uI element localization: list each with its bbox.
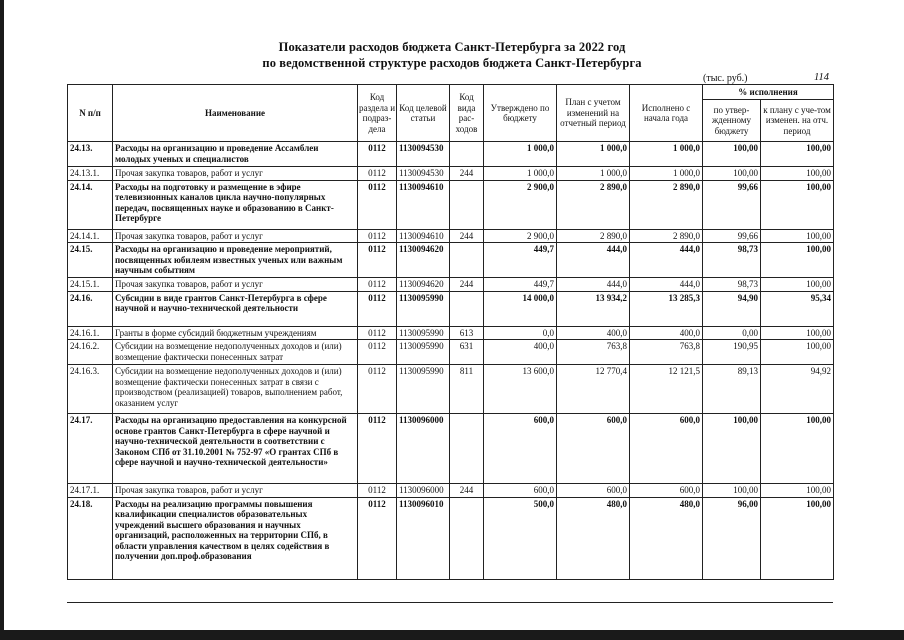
- row-number: 24.16.1.: [68, 326, 113, 340]
- table-body: [68, 142, 834, 580]
- row-section-code: 0112: [358, 142, 397, 167]
- row-pct-plan: 100,00: [761, 180, 834, 229]
- table-row: [68, 278, 834, 292]
- row-pct-plan: 100,00: [761, 142, 834, 167]
- row-pct-approved: 98,73: [703, 243, 761, 278]
- row-number: 24.16.2.: [68, 340, 113, 365]
- row-target-code: 1130095990: [397, 291, 450, 326]
- row-number: 24.14.: [68, 180, 113, 229]
- table-bottom-border: [67, 602, 833, 603]
- row-name: Расходы на организацию и проведение мероприятий, посвященных юбилеям известных ученых или важным научным событиям: [113, 243, 358, 278]
- row-section-code: 0112: [358, 243, 397, 278]
- row-target-code: 1130094530: [397, 142, 450, 167]
- row-name: Расходы на организацию и проведение Ассамблеи молодых ученых и специалистов: [113, 142, 358, 167]
- row-target-code: 1130094610: [397, 229, 450, 243]
- row-pct-plan: 94,92: [761, 365, 834, 414]
- row-section-code: 0112: [358, 180, 397, 229]
- row-executed: 1 000,0: [630, 167, 703, 181]
- table-row: [68, 229, 834, 243]
- row-pct-plan: 100,00: [761, 326, 834, 340]
- table-row: [68, 484, 834, 498]
- row-pct-plan: 100,00: [761, 229, 834, 243]
- row-executed: 400,0: [630, 326, 703, 340]
- row-approved: 13 600,0: [484, 365, 557, 414]
- row-plan: 13 934,2: [557, 291, 630, 326]
- row-pct-plan: 100,00: [761, 278, 834, 292]
- row-target-code: 1130094610: [397, 180, 450, 229]
- row-plan: 444,0: [557, 278, 630, 292]
- row-pct-approved: 99,66: [703, 180, 761, 229]
- row-name: Субсидии на возмещение недополученных доходов и (или) возмещение фактически понесенных затрат: [113, 340, 358, 365]
- table-row: [68, 365, 834, 414]
- row-number: 24.16.3.: [68, 365, 113, 414]
- row-plan: 600,0: [557, 484, 630, 498]
- row-executed: 2 890,0: [630, 229, 703, 243]
- row-name: Гранты в форме субсидий бюджетным учреждениям: [113, 326, 358, 340]
- row-expense-code: 613: [450, 326, 484, 340]
- row-name: Прочая закупка товаров, работ и услуг: [113, 167, 358, 181]
- row-pct-approved: 100,00: [703, 142, 761, 167]
- row-pct-approved: 96,00: [703, 497, 761, 579]
- row-pct-approved: 0,00: [703, 326, 761, 340]
- row-approved: 2 900,0: [484, 229, 557, 243]
- row-number: 24.17.1.: [68, 484, 113, 498]
- row-section-code: 0112: [358, 484, 397, 498]
- row-plan: 1 000,0: [557, 167, 630, 181]
- row-plan: 12 770,4: [557, 365, 630, 414]
- row-number: 24.16.: [68, 291, 113, 326]
- document-title: Показатели расходов бюджета Санкт-Петербурга за 2022 год: [278, 40, 626, 54]
- row-expense-code: 244: [450, 229, 484, 243]
- row-target-code: 1130094620: [397, 243, 450, 278]
- row-approved: 2 900,0: [484, 180, 557, 229]
- row-expense-code: 244: [450, 167, 484, 181]
- row-name: Расходы на организацию предоставления на конкурсной основе грантов Санкт-Петербурга в сфере научной и научно-технической деятельности в соответствии с Законом СПб от 31.10.2001 № 752-97 «О грантах СПб в сфере научной и научно-технической деятельности»: [113, 414, 358, 484]
- row-target-code: 1130096000: [397, 414, 450, 484]
- scan-edge-bottom: [0, 630, 904, 640]
- row-expense-code: [450, 414, 484, 484]
- table-row: [68, 167, 834, 181]
- header-percent-group: % исполнения: [703, 85, 834, 100]
- row-executed: 2 890,0: [630, 180, 703, 229]
- row-target-code: 1130094620: [397, 278, 450, 292]
- row-executed: 12 121,5: [630, 365, 703, 414]
- row-number: 24.13.: [68, 142, 113, 167]
- row-pct-plan: 95,34: [761, 291, 834, 326]
- header-pct-plan: к плану с уче-том изменен. на отч. период: [761, 100, 834, 142]
- row-section-code: 0112: [358, 291, 397, 326]
- row-target-code: 1130095990: [397, 326, 450, 340]
- header-num: N п/п: [68, 85, 113, 142]
- row-section-code: 0112: [358, 497, 397, 579]
- row-section-code: 0112: [358, 414, 397, 484]
- header-plan: План с учетом изменений на отчетный период: [557, 85, 630, 142]
- header-expense-code: Код вида рас-ходов: [450, 85, 484, 142]
- table-row: [68, 180, 834, 229]
- row-section-code: 0112: [358, 229, 397, 243]
- row-pct-approved: 98,73: [703, 278, 761, 292]
- row-pct-plan: 100,00: [761, 414, 834, 484]
- row-expense-code: 244: [450, 278, 484, 292]
- row-executed: 13 285,3: [630, 291, 703, 326]
- row-expense-code: [450, 497, 484, 579]
- row-expense-code: [450, 180, 484, 229]
- row-approved: 400,0: [484, 340, 557, 365]
- row-pct-approved: 99,66: [703, 229, 761, 243]
- row-section-code: 0112: [358, 340, 397, 365]
- header-target-code: Код целевой статьи: [397, 85, 450, 142]
- row-approved: 500,0: [484, 497, 557, 579]
- row-approved: 14 000,0: [484, 291, 557, 326]
- row-plan: 1 000,0: [557, 142, 630, 167]
- row-target-code: 1130096010: [397, 497, 450, 579]
- row-number: 24.18.: [68, 497, 113, 579]
- row-plan: 2 890,0: [557, 229, 630, 243]
- row-approved: 600,0: [484, 414, 557, 484]
- row-pct-plan: 100,00: [761, 497, 834, 579]
- row-pct-plan: 100,00: [761, 167, 834, 181]
- row-approved: 1 000,0: [484, 142, 557, 167]
- row-name: Субсидии в виде грантов Санкт-Петербурга в сфере научной и научно-технической деятельности: [113, 291, 358, 326]
- table-row: [68, 414, 834, 484]
- header-name: Наименование: [113, 85, 358, 142]
- document-subtitle: по ведомственной структуре расходов бюджета Санкт-Петербурга: [262, 56, 642, 70]
- row-plan: 400,0: [557, 326, 630, 340]
- row-number: 24.17.: [68, 414, 113, 484]
- row-expense-code: [450, 243, 484, 278]
- row-executed: 444,0: [630, 278, 703, 292]
- row-approved: 449,7: [484, 243, 557, 278]
- header-approved: Утверждено по бюджету: [484, 85, 557, 142]
- row-section-code: 0112: [358, 365, 397, 414]
- row-number: 24.15.: [68, 243, 113, 278]
- row-name: Расходы на реализацию программы повышения квалификации специалистов образовательных учреждений высшего образования и научных организаций, расположенных на территории СПб, в области управления качеством в целях содействия в получении доп.проф.образования: [113, 497, 358, 579]
- row-section-code: 0112: [358, 278, 397, 292]
- row-name: Прочая закупка товаров, работ и услуг: [113, 484, 358, 498]
- page-number: 114: [814, 72, 829, 83]
- row-plan: 763,8: [557, 340, 630, 365]
- row-pct-approved: 100,00: [703, 414, 761, 484]
- table-row: [68, 326, 834, 340]
- scan-edge-left: [0, 0, 4, 640]
- row-target-code: 1130095990: [397, 365, 450, 414]
- row-executed: 600,0: [630, 484, 703, 498]
- header-section-code: Код раздела и подраз-дела: [358, 85, 397, 142]
- row-approved: 0,0: [484, 326, 557, 340]
- row-number: 24.13.1.: [68, 167, 113, 181]
- row-section-code: 0112: [358, 167, 397, 181]
- table-row: [68, 142, 834, 167]
- header-executed: Исполнено с начала года: [630, 85, 703, 142]
- row-pct-approved: 100,00: [703, 484, 761, 498]
- row-plan: 2 890,0: [557, 180, 630, 229]
- row-plan: 600,0: [557, 414, 630, 484]
- row-target-code: 1130095990: [397, 340, 450, 365]
- row-approved: 449,7: [484, 278, 557, 292]
- table-row: [68, 340, 834, 365]
- row-pct-approved: 190,95: [703, 340, 761, 365]
- row-name: Прочая закупка товаров, работ и услуг: [113, 278, 358, 292]
- row-expense-code: [450, 291, 484, 326]
- table-row: [68, 497, 834, 579]
- row-expense-code: 244: [450, 484, 484, 498]
- row-number: 24.14.1.: [68, 229, 113, 243]
- units-label: (тыс. руб.): [703, 73, 748, 84]
- row-name: Субсидии на возмещение недополученных доходов и (или) возмещение фактически понесенных затрат в связи с производством (реализацией) товаров, выполнением работ, оказанием услуг: [113, 365, 358, 414]
- row-pct-approved: 89,13: [703, 365, 761, 414]
- row-executed: 480,0: [630, 497, 703, 579]
- row-name: Прочая закупка товаров, работ и услуг: [113, 229, 358, 243]
- table-row: [68, 291, 834, 326]
- row-target-code: 1130096000: [397, 484, 450, 498]
- row-approved: 600,0: [484, 484, 557, 498]
- row-executed: 444,0: [630, 243, 703, 278]
- row-target-code: 1130094530: [397, 167, 450, 181]
- row-number: 24.15.1.: [68, 278, 113, 292]
- row-approved: 1 000,0: [484, 167, 557, 181]
- row-pct-plan: 100,00: [761, 484, 834, 498]
- row-pct-approved: 100,00: [703, 167, 761, 181]
- row-pct-plan: 100,00: [761, 243, 834, 278]
- row-executed: 600,0: [630, 414, 703, 484]
- table-row: [68, 243, 834, 278]
- row-section-code: 0112: [358, 326, 397, 340]
- header-pct-approved: по утвер-жденному бюджету: [703, 100, 761, 142]
- row-pct-approved: 94,90: [703, 291, 761, 326]
- row-pct-plan: 100,00: [761, 340, 834, 365]
- budget-table: [67, 84, 834, 580]
- row-executed: 1 000,0: [630, 142, 703, 167]
- row-expense-code: 811: [450, 365, 484, 414]
- row-expense-code: [450, 142, 484, 167]
- row-name: Расходы на подготовку и размещение в эфире телевизионных каналов цикла научно-популярных передач, посвященных науке и образованию в Санкт-Петербурге: [113, 180, 358, 229]
- row-expense-code: 631: [450, 340, 484, 365]
- row-plan: 444,0: [557, 243, 630, 278]
- row-plan: 480,0: [557, 497, 630, 579]
- row-executed: 763,8: [630, 340, 703, 365]
